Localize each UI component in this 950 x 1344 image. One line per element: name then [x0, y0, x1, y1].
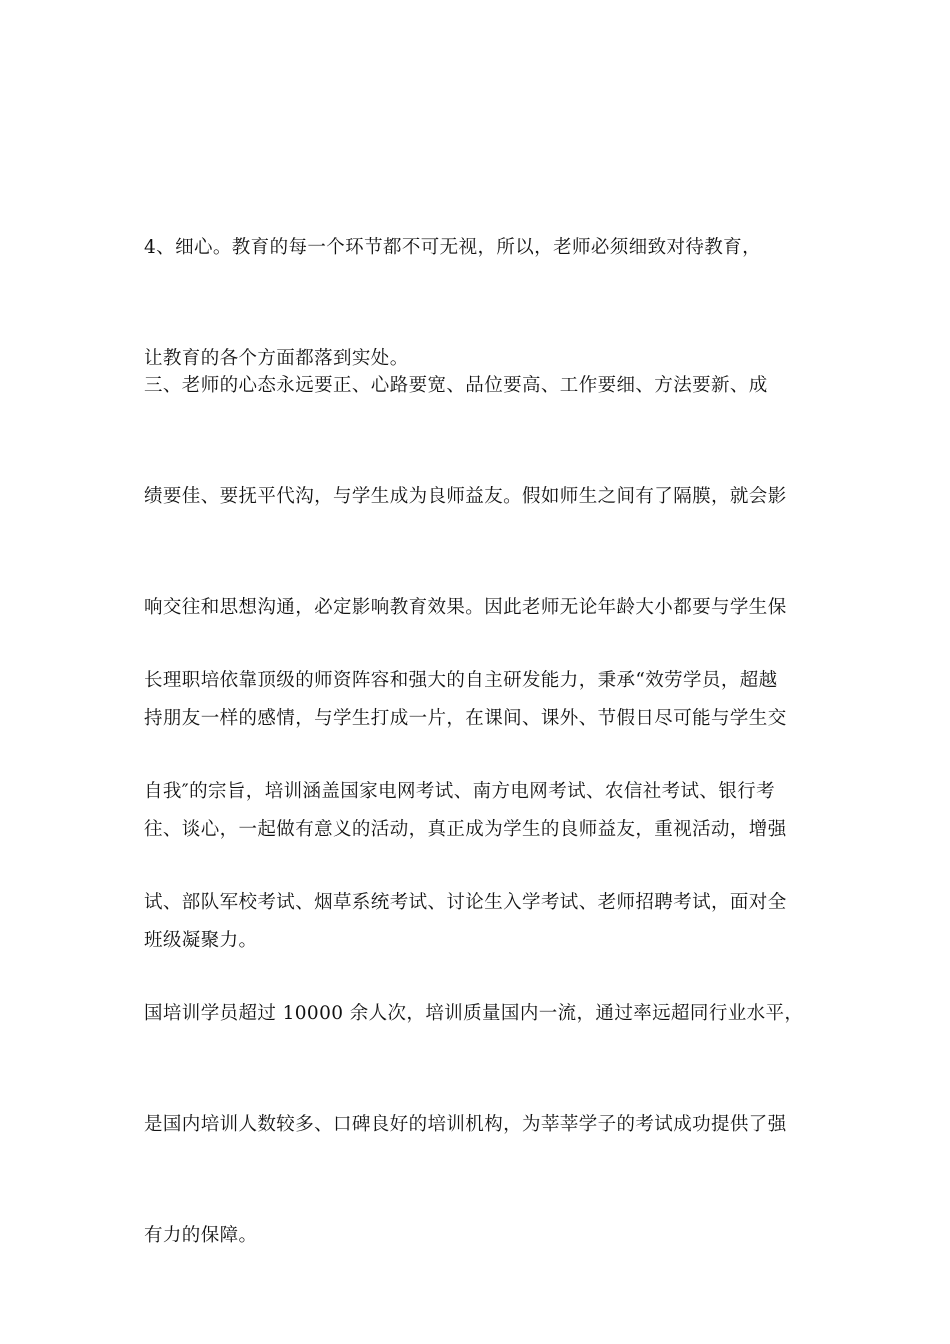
paragraph-line: 三、老师的心态永远要正、心路要宽、品位要高、工作要细、方法要新、成 [144, 375, 768, 396]
paragraph-line: 往、谈心，一起做有意义的活动，真正成为学生的良师益友，重视活动，增强 [144, 819, 787, 840]
paragraph-line: 4、细心。教育的每一个环节都不可无视，所以，老师必须细致对待教育， [144, 237, 761, 258]
paragraph-line: 长理职培依靠顶级的师资阵容和强大的自主研发能力，秉承“效劳学员，超越 [144, 670, 778, 691]
paragraph-line: 让教育的各个方面都落到实处。 [144, 348, 409, 369]
paragraph-line: 试、部队军校考试、烟草系统考试、讨论生入学考试、老师招聘考试，面对全 [144, 892, 787, 913]
paragraph-line: 自我″的宗旨，培训涵盖国家电网考试、南方电网考试、农信社考试、银行考 [144, 781, 776, 802]
paragraph-line: 国培训学员超过 10000 余人次，培训质量国内一流，通过率远超同行业水平， [144, 1003, 804, 1024]
paragraph-line: 绩要佳、要抚平代沟，与学生成为良师益友。假如师生之间有了隔膜，就会影 [144, 486, 787, 507]
paragraph-line: 响交往和思想沟通，必定影响教育效果。因此老师无论年龄大小都要与学生保 [144, 597, 787, 618]
paragraph-line: 班级凝聚力。 [144, 930, 258, 951]
paragraph-promotion [144, 588, 810, 1328]
paragraph-line: 有力的保障。 [144, 1225, 258, 1246]
paragraph-line: 是国内培训人数较多、口碑良好的培训机构，为莘莘学子的考试成功提供了强 [144, 1114, 787, 1135]
paragraph-line: 持朋友一样的感情，与学生打成一片，在课间、课外、节假日尽可能与学生交 [144, 708, 787, 729]
